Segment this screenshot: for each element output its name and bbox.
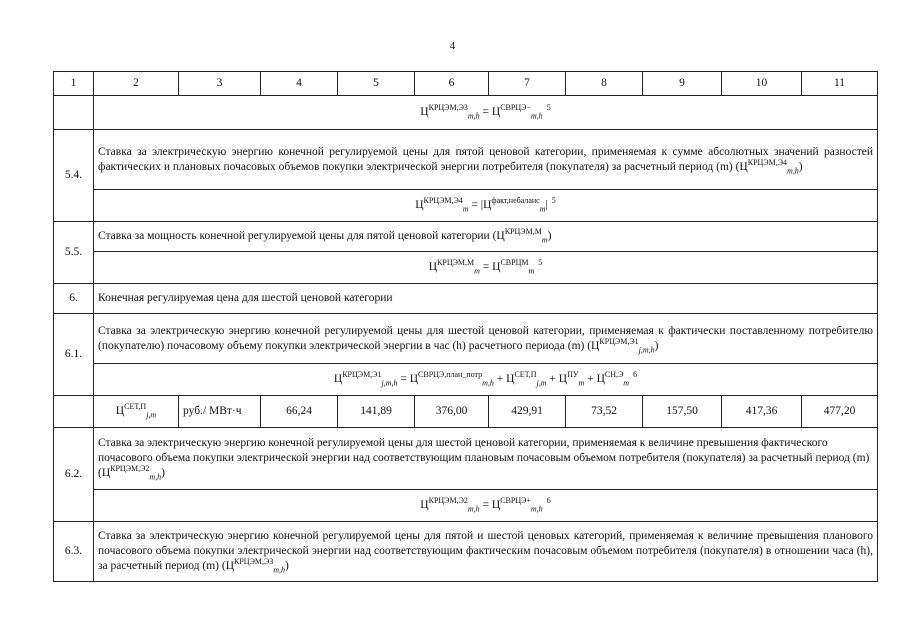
formula-row-5-4 <box>54 190 878 222</box>
row-6-2 <box>54 428 878 490</box>
header-col-2: 2 <box>94 72 179 96</box>
header-col-8: 8 <box>566 72 643 96</box>
row-number: 5.4. <box>54 130 94 222</box>
row-number: 6.1. <box>54 314 94 396</box>
header-col-6: 6 <box>415 72 489 96</box>
header-col-1: 1 <box>54 72 94 96</box>
formula-5-4: $Ц^{КРЦЭМ,Э4}_m = |Ц^{факт,небаланс}_m|$ $^5$ <box>94 190 878 222</box>
header-col-11: 11 <box>802 72 878 96</box>
header-col-5: 5 <box>338 72 415 96</box>
row-6 <box>54 284 878 314</box>
unit-cell: руб./ МВт·ч <box>179 396 261 428</box>
row-description: Конечная регулируемая цена для шестой ценовой категории <box>94 284 878 314</box>
formula-row-top <box>54 96 878 130</box>
row-number: 6.3. <box>54 522 94 582</box>
header-row <box>54 72 878 96</box>
tariff-table <box>53 71 878 582</box>
formula-row-6-1 <box>54 364 878 396</box>
formula-top: $Ц^{КРЦЭМ,Э3}_{m,h} = Ц^{СВРЦЭ-}_{m,h}^5$ <box>94 96 878 130</box>
row-description: Ставка за электрическую энергию конечной регулируемой цены для шестой ценовой категории, применяемая к фактически поставленному потребителю (покупателю) почасовому объему покупки электрической энергии в час (h) расчетного периода (m) $(Ц^{КРЦЭМ,Э1}_{j,m,h})$ <box>94 314 878 364</box>
header-col-4: 4 <box>261 72 338 96</box>
row-6-1 <box>54 314 878 364</box>
value-cell: 141,89 <box>338 396 415 428</box>
value-cell: 417,36 <box>722 396 802 428</box>
empty-num-cell <box>54 396 94 428</box>
value-cell: 477,20 <box>802 396 878 428</box>
header-col-9: 9 <box>643 72 722 96</box>
row-5-5 <box>54 222 878 252</box>
row-number: 5.5. <box>54 222 94 284</box>
empty-num-cell <box>54 96 94 130</box>
row-description: Ставка за электрическую энергию конечной регулируемой цены для пятой ценовой категории, применяемая к сумме абсолютных значений разностей фактических и плановых почасовых объемов покупки электрической энергии потребителя (покупателя) за расчетный период (m) $(Ц^{КРЦЭМ,Э4}_{m,h})$ <box>94 130 878 190</box>
header-col-10: 10 <box>722 72 802 96</box>
value-cell: 73,52 <box>566 396 643 428</box>
param-cell: $Ц^{СЕТ,П}_{j,m}$ <box>94 396 179 428</box>
value-cell: 376,00 <box>415 396 489 428</box>
values-row-6-1 <box>54 396 878 428</box>
row-number: 6.2. <box>54 428 94 522</box>
page-number: 4 <box>449 40 456 52</box>
row-5-4 <box>54 130 878 190</box>
header-col-7: 7 <box>489 72 566 96</box>
row-description: Ставка за электрическую энергию конечной регулируемой цены для пятой и шестой ценовых категорий, применяемая к величине превышения планового почасового объема покупки электрической энергии над соответствующим фактическим почасовым объемом потребителя (покупателя) в отношении часа (h), за расчетный период (m) $(Ц^{КРЦЭМ,Э3}_{m,h})$ <box>94 522 878 582</box>
row-number: 6. <box>54 284 94 314</box>
formula-6-2: $Ц^{КРЦЭМ,Э2}_{m,h} = Ц^{СВРЦЭ+}_{m,h}^6$ <box>94 490 878 522</box>
row-description: Ставка за электрическую энергию конечной регулируемой цены для шестой ценовой категории, применяемая к величине превышения фактического почасового объема покупки электрической энергии над соответствующим плановым почасовым объемом потребителя (покупателя) за расчетный период (m) $(Ц^{КРЦЭМ,Э2}_{m,h})$ <box>94 428 878 490</box>
header-col-3: 3 <box>179 72 261 96</box>
formula-row-6-2 <box>54 490 878 522</box>
value-cell: 157,50 <box>643 396 722 428</box>
row-description: Ставка за мощность конечной регулируемой цены для пятой ценовой категории $(Ц^{КРЦЭМ,М}_m)$ <box>94 222 878 252</box>
formula-5-5: $Ц^{КРЦЭМ,М}_m = Ц^{СВРЦМ}_m^5$ <box>94 252 878 284</box>
value-cell: 429,91 <box>489 396 566 428</box>
formula-row-5-5 <box>54 252 878 284</box>
row-6-3 <box>54 522 878 582</box>
formula-6-1: $Ц^{КРЦЭМ,Э1}_{j,m,h} = Ц^{СВРЦЭ,план\_потр}_{m,h} + Ц^{СЕТ,П}_{j,m} + Ц^{ПУ}_m + Ц^{СН,Э}_m^6$ <box>94 364 878 396</box>
value-cell: 66,24 <box>261 396 338 428</box>
